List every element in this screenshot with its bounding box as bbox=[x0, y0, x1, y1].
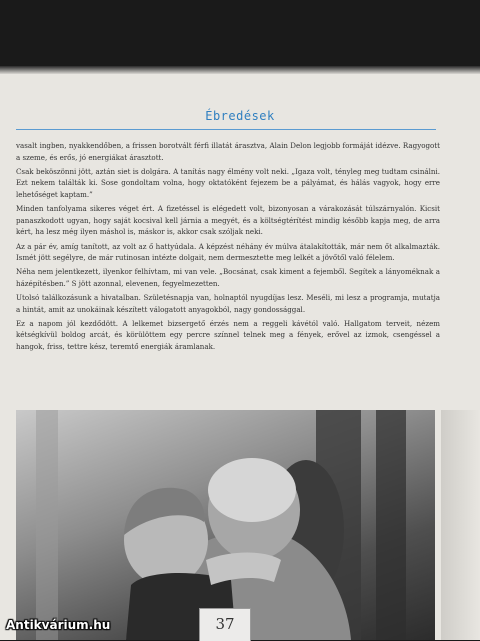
paragraph-6: Utolsó találkozásunk a hivatalban. Születésnapja van, holnaptól nyugdíjas lesz. Meséli, mi lesz a programja, mutatja a hintát, amit az unokáinak készített válogatott anyagokból, nagy gondossággal. bbox=[16, 293, 440, 314]
page-number: 37 bbox=[199, 608, 251, 641]
paragraph-1: vasalt ingben, nyakkendőben, a frissen borotvált férfi illatát árasztva, Alain Delon legjobb formáját idézve. Ragyogott a szeme, és erős, jó energiákat árasztott. bbox=[16, 141, 440, 162]
paragraph-7: Ez a napom jól kezdődött. A lelkemet bizsergető érzés nem a reggeli kávétól való. Hallgatom terveit, nézem kétségkívül boldog arcát, és körülöttem egy percre színnel telnek meg a fények, erővel az izmok, csengéssel a hangok, friss, tettre kész, teremtő energiák áramlanak. bbox=[16, 318, 440, 352]
watermark: Antikvárium.hu bbox=[6, 618, 111, 632]
chapter-title: Ébredések bbox=[205, 109, 275, 123]
grandfather-child-photo bbox=[16, 410, 435, 640]
paragraph-5: Néha nem jelentkezett, ilyenkor felhívtam, mi van vele. „Bocsánat, csak kiment a fejemből. Segítek a lányoméknak a házépítésben.” S jött azonnal, elevenen, fegyelmezetten. bbox=[16, 267, 440, 288]
photo-illustration bbox=[16, 410, 435, 640]
page-edge bbox=[441, 410, 480, 640]
paragraph-3: Minden tanfolyama sikeres véget ért. A fizetéssel is elégedett volt, bizonyosan a várakozását túlszárnyalón. Kicsit panaszkodott ugyan, hogy saját kocsival kell járnia a megyét, és a költségtérítést mindig később kapja meg, de arra kért, ha lesz még ilyen máshol is, máskor is, akkor csak szóljak neki. bbox=[16, 204, 440, 237]
body-text bbox=[16, 140, 440, 355]
paragraph-4: Az a pár év, amíg tanított, az volt az ő hattyúdala. A képzést néhány év múlva átalakították, már nem őt alkalmazták. Ismét jött segélyre, de már rutinosan intézte dolgait, nem dermesztette meg lelkét a jövőtől való félelem. bbox=[16, 241, 440, 263]
book-page bbox=[0, 72, 480, 640]
header-divider bbox=[16, 129, 436, 130]
paragraph-2: Csak beköszönni jött, aztán siet is dolgára. A tanítás nagy élmény volt neki. „Igaza volt, tényleg meg tudtam csinálni. Ezt nekem találták ki. Sose gondoltam volna, hogy oktatóként fejezem be a pályámat, és hálás vagyok, hogy erre lehetőséget kaptam.” bbox=[16, 166, 440, 199]
